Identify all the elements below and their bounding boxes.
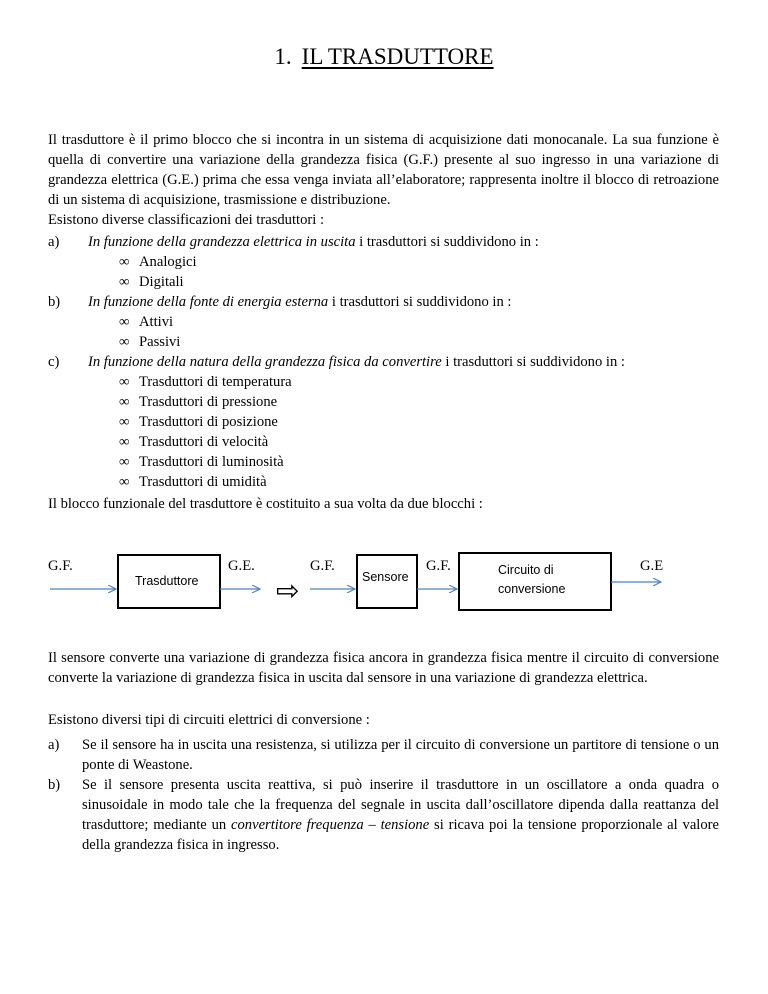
list-marker: a) [48,737,60,753]
list-marker: b) [48,294,61,310]
classification-criterion: In funzione della natura della grandezza fisica da convertire [88,354,442,370]
list-item [48,412,728,432]
output-ge-label: G.E. [228,558,255,574]
infinity-bullet-icon: ∞ [119,414,130,430]
classification-criterion: In funzione della grandezza elettrica in uscita [88,234,356,250]
list-item-text: Trasduttori di velocità [139,434,269,450]
list-item [48,252,728,272]
classification-item-b [48,292,728,312]
list-marker: a) [48,234,60,250]
conversion-block-label-line2: conversione [498,582,566,596]
infinity-bullet-icon: ∞ [119,254,130,270]
list-item [48,452,728,472]
list-item-text: Analogici [139,254,197,270]
circuit-text-after: si ricava poi la tensione proporzionale al valore della grandezza fisica in ingresso. [82,817,719,853]
sensor-block-label: Sensore [362,570,409,584]
classification-intro: Esistono diverse classificazioni dei trasduttori : [48,212,324,228]
list-item-text: Trasduttori di posizione [139,414,278,430]
list-marker: c) [48,354,60,370]
classification-text: i trasduttori si suddividono in : [355,234,539,250]
final-output-label: G.E [640,558,664,574]
list-item [48,472,728,492]
classification-subitems-c [48,372,728,492]
title-text: IL TRASDUTTORE [301,44,494,69]
circuit-item-b [48,775,719,855]
infinity-bullet-icon: ∞ [119,314,130,330]
classification-subitems-b [48,312,728,352]
list-item [48,372,728,392]
list-marker: b) [48,777,61,793]
infinity-bullet-icon: ∞ [119,434,130,450]
infinity-bullet-icon: ∞ [119,274,130,290]
circuit-item-a [48,735,719,775]
list-item [48,312,728,332]
infinity-bullet-icon: ∞ [119,474,130,490]
classification-text: i trasduttori si suddividono in : [441,354,625,370]
conversion-block-label-line1: Circuito di [498,563,554,577]
transducer-block-label: Trasduttore [135,574,199,588]
circuit-text-before: Se il sensore presenta uscita reattiva, si può inserire il trasduttore in un oscillatore a onda quadra o sinusoidale in modo tale che la frequenza del segnale in uscita dall’oscillatore dipenda dalla reattanza del trasduttore; mediante un [82,777,719,833]
implies-arrow-icon: ⇨ [276,574,300,607]
classification-criterion: In funzione della fonte di energia esterna [88,294,329,310]
list-item-text: Digitali [139,274,184,290]
circuits-list [48,735,719,855]
list-item [48,432,728,452]
input-gf-label: G.F. [48,558,73,574]
list-item [48,392,728,412]
list-item-text: Passivi [139,334,181,350]
transducer-block-diagram [48,540,728,630]
list-item-text: Trasduttori di pressione [139,394,278,410]
title-number: 1. [274,44,292,69]
classification-item-c [48,352,728,372]
classification-item-a [48,232,728,252]
list-item-text: Trasduttori di temperatura [139,374,292,390]
circuit-term: convertitore frequenza – tensione [231,817,430,833]
circuit-text: Se il sensore ha in uscita una resistenza, si utilizza per il circuito di conversione un partitore di tensione o un ponte di Weastone. [82,737,719,773]
classification-text: i trasduttori si suddividono in : [328,294,512,310]
list-item-text: Trasduttori di luminosità [139,454,284,470]
classification-subitems-a [48,252,728,292]
sensor-output-label: G.F. [426,558,451,574]
list-item [48,272,728,292]
infinity-bullet-icon: ∞ [119,394,130,410]
list-item-text: Attivi [139,314,174,330]
sensor-explanation: Il sensore converte una variazione di grandezza fisica ancora in grandezza fisica mentre il circuito di conversione converte la variazione di grandezza fisica in uscita dal sensore in una variazione di grandezza elettrica. [48,650,719,686]
infinity-bullet-icon: ∞ [119,454,130,470]
classification-list [48,232,728,492]
circuits-intro: Esistono diversi tipi di circuiti elettrici di conversione : [48,712,370,728]
infinity-bullet-icon: ∞ [119,334,130,350]
list-item [48,332,728,352]
block-intro: Il blocco funzionale del trasduttore è costituito a sua volta da due blocchi : [48,496,483,512]
sensor-input-label: G.F. [310,558,335,574]
intro-paragraph: Il trasduttore è il primo blocco che si incontra in un sistema di acquisizione dati monocanale. La sua funzione è quella di convertire una variazione della grandezza fisica (G.F.) presente al suo ingresso in una variazione di grandezza elettrica (G.E.) prima che essa venga inviata all’elaboratore; rappresenta inoltre il blocco di retroazione di un sistema di acquisizione, trasmissione e distribuzione. [48,132,719,208]
infinity-bullet-icon: ∞ [119,374,130,390]
page-title [0,44,768,70]
list-item-text: Trasduttori di umidità [139,474,267,490]
